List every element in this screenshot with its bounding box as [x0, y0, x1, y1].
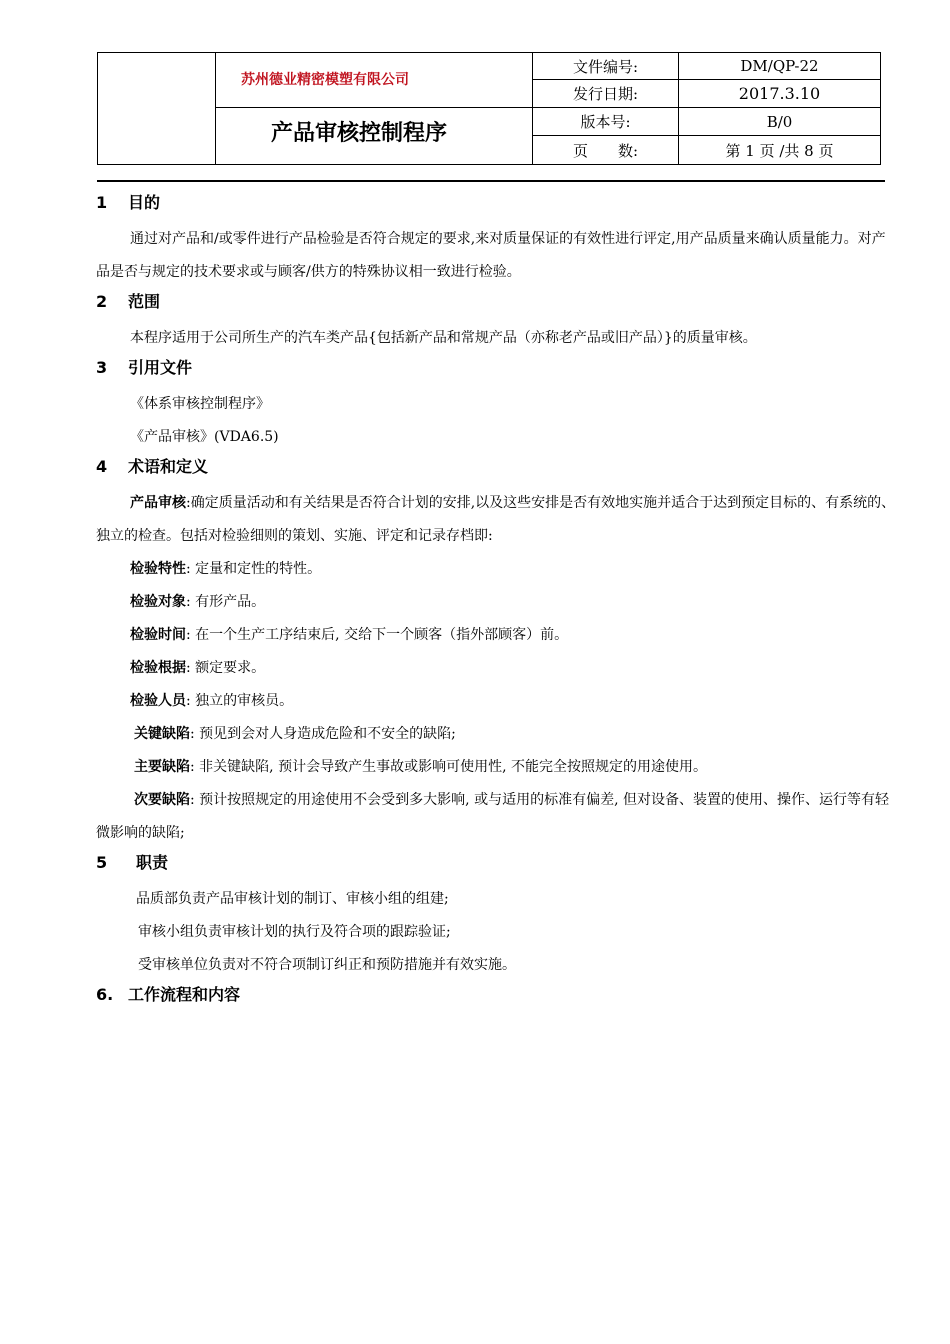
- definition-item: 检验根据: 额定要求。: [130, 660, 266, 676]
- section-heading-3: 3 引用文件: [96, 358, 193, 377]
- definition-item: 产品审核:确定质量活动和有关结果是否符合计划的安排,以及这些安排是否有效地实施并适合于达到预定目标的、有系统的、独立的检查。包括对检验细则的策划、实施、评定和记录存档即:: [96, 495, 896, 544]
- page-count-value: 第 1 页 /共 8 页: [679, 136, 881, 165]
- definitions-list: [96, 487, 896, 850]
- issue-date-value: 2017.3.10: [679, 80, 881, 108]
- file-number-value: DM/QP-22: [679, 53, 881, 80]
- file-number-label: 文件编号:: [533, 53, 679, 80]
- document-body: [96, 190, 896, 1008]
- definition-item: 检验时间: 在一个生产工序结束后, 交给下一个顾客（指外部顾客）前。: [130, 627, 569, 643]
- page-count-label: 页 数:: [533, 136, 679, 165]
- reference-document-1: 《体系审核控制程序》: [130, 396, 270, 412]
- section-heading-2: 2 范围: [96, 292, 161, 311]
- section-heading-5: 5 职责: [96, 853, 169, 872]
- header-divider: [97, 180, 885, 182]
- header-title-block: [216, 53, 533, 165]
- section-2-paragraph: 本程序适用于公司所生产的汽车类产品{包括新产品和常规产品（亦称老产品或旧产品）}的质量审核。: [130, 330, 757, 346]
- document-title: 产品审核控制程序: [216, 107, 532, 164]
- definition-item: 检验对象: 有形产品。: [130, 594, 266, 610]
- definition-item: 检验人员: 独立的审核员。: [130, 693, 294, 709]
- definition-item: 次要缺陷: 预计按照规定的用途使用不会受到多大影响, 或与适用的标准有偏差, 但对设备、装置的使用、操作、运行等有轻微影响的缺陷;: [96, 792, 889, 841]
- definition-item: 检验特性: 定量和定性的特性。: [130, 561, 322, 577]
- section-heading-4: 4 术语和定义: [96, 457, 209, 476]
- section-1-paragraph: 通过对产品和/或零件进行产品检验是否符合规定的要求,来对质量保证的有效性进行评定,用产品质量来确认质量能力。对产品是否与规定的技术要求或与顾客/供方的特殊协议相一致进行检验。: [96, 231, 886, 280]
- issue-date-label: 发行日期:: [533, 80, 679, 108]
- reference-document-2: 《产品审核》(VDA6.5): [130, 429, 279, 445]
- section-heading-6: 6. 工作流程和内容: [96, 985, 241, 1004]
- document-header-table: [97, 52, 881, 165]
- responsibility-item: 品质部负责产品审核计划的制订、审核小组的组建;: [136, 891, 449, 907]
- version-label: 版本号:: [533, 108, 679, 136]
- definition-item: 主要缺陷: 非关键缺陷, 预计会导致产生事故或影响可使用性, 不能完全按照规定的用途使用。: [134, 759, 707, 775]
- logo-area: [98, 53, 216, 165]
- responsibility-item: 受审核单位负责对不符合项制订纠正和预防措施并有效实施。: [138, 957, 516, 973]
- section-heading-1: 1 目的: [96, 193, 161, 212]
- definition-item: 关键缺陷: 预见到会对人身造成危险和不安全的缺陷;: [134, 726, 456, 742]
- version-value: B/0: [679, 108, 881, 136]
- company-name: 苏州德业精密模塑有限公司: [241, 72, 409, 88]
- responsibility-item: 审核小组负责审核计划的执行及符合项的跟踪验证;: [138, 924, 451, 940]
